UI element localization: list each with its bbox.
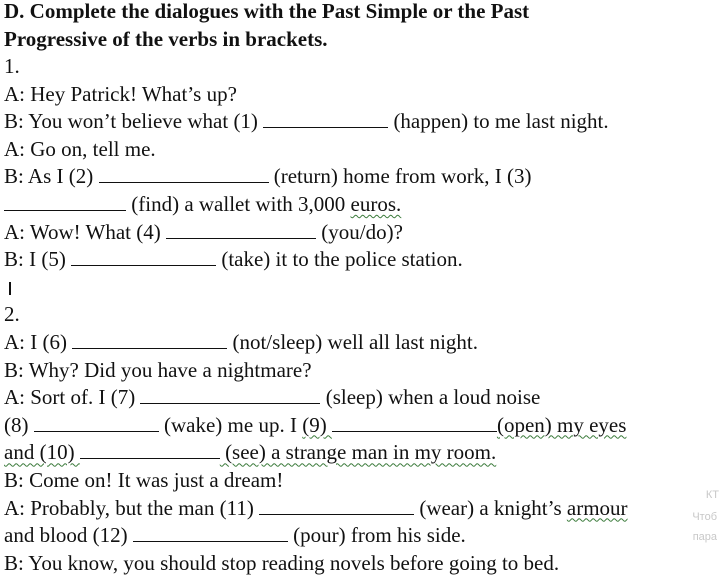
dialogue-line: A: Go on, tell me.	[4, 136, 156, 161]
dialogue-line	[4, 329, 709, 357]
line-text: (happen) to me last night.	[388, 109, 609, 134]
dialogue-line: B: Why? Did you have a nightmare?	[4, 357, 312, 382]
line-text: B: I (5)	[4, 247, 72, 272]
dialogue-1	[4, 53, 709, 274]
line-text: A: Wow! What (4)	[4, 219, 167, 244]
dialogue-line: A: Hey Patrick! What’s up?	[4, 81, 237, 106]
dialogue-line	[4, 412, 709, 440]
spellcheck-underline: euros.	[350, 191, 402, 216]
line-text: (you/do)?	[316, 219, 403, 244]
dialogue-line	[4, 219, 709, 247]
exercise-title	[4, 0, 709, 53]
dialogue-line: B: Come on! It was just a dream!	[4, 467, 284, 492]
blank-7	[140, 385, 320, 404]
blank-5	[71, 247, 216, 266]
blank-3	[4, 192, 126, 211]
line-text: (sleep) when a loud noise	[320, 385, 541, 410]
dialogue-line	[4, 163, 709, 191]
line-text: (not/sleep) well all last night.	[227, 329, 479, 354]
dialogue-2-number: 2.	[4, 302, 20, 327]
line-text: A: Probably, but the man (11)	[4, 495, 260, 520]
line-text: (8)	[4, 412, 34, 437]
dialogue-line	[4, 191, 709, 219]
line-text: A: I (6)	[4, 329, 73, 354]
dialogue-2	[4, 301, 709, 577]
dialogue-line	[4, 108, 709, 136]
blank-10	[80, 440, 220, 459]
margin-fragment: пара	[692, 531, 717, 543]
dialogue-1-number: 1.	[4, 54, 20, 78]
dialogue-line	[4, 384, 709, 412]
spellcheck-underline: (open) my eyes	[496, 412, 627, 437]
blank-1	[263, 109, 388, 128]
line-text: (pour) from his side.	[287, 523, 466, 548]
line-text: (return) home from work, I (3)	[268, 164, 532, 189]
dialogue-line	[4, 246, 709, 274]
title-line-1: D. Complete the dialogues with the Past Simple or the Past	[4, 0, 530, 23]
line-text: (wear) a knight’s	[414, 495, 567, 520]
blank-8	[34, 413, 159, 432]
line-text: B: As I (2)	[4, 164, 99, 189]
margin-fragment: Чтоб	[692, 511, 717, 523]
exercise-page	[4, 0, 709, 577]
line-text: (take) it to the police station.	[216, 247, 463, 272]
line-text: (wake) me up. I	[158, 412, 303, 437]
line-text: B: You won’t believe what (1)	[4, 109, 264, 134]
blank-9	[332, 413, 497, 432]
line-text: (find) a wallet with 3,000	[126, 191, 351, 216]
line-text: and blood (12)	[4, 523, 133, 548]
spellcheck-underline: armour	[566, 495, 628, 520]
blank-12	[133, 523, 288, 542]
dialogue-line	[4, 495, 709, 523]
line-text: A: Sort of. I (7)	[4, 385, 141, 410]
stray-mark	[4, 274, 709, 302]
blank-4	[166, 220, 316, 239]
margin-fragment: КТ	[705, 489, 719, 501]
blank-6	[72, 330, 227, 349]
blank-11	[259, 496, 414, 515]
dialogue-line	[4, 522, 709, 550]
title-line-2: Progressive of the verbs in brackets.	[4, 27, 328, 51]
spellcheck-underline: (9)	[302, 412, 332, 437]
dialogue-line	[4, 439, 709, 467]
tick-mark	[9, 282, 11, 295]
dialogue-line: B: You know, you should stop reading novels before going to bed.	[4, 550, 560, 575]
spellcheck-underline: and (10)	[4, 440, 80, 465]
spellcheck-underline: (see) a strange man in my room.	[219, 440, 497, 465]
blank-2	[99, 164, 269, 183]
